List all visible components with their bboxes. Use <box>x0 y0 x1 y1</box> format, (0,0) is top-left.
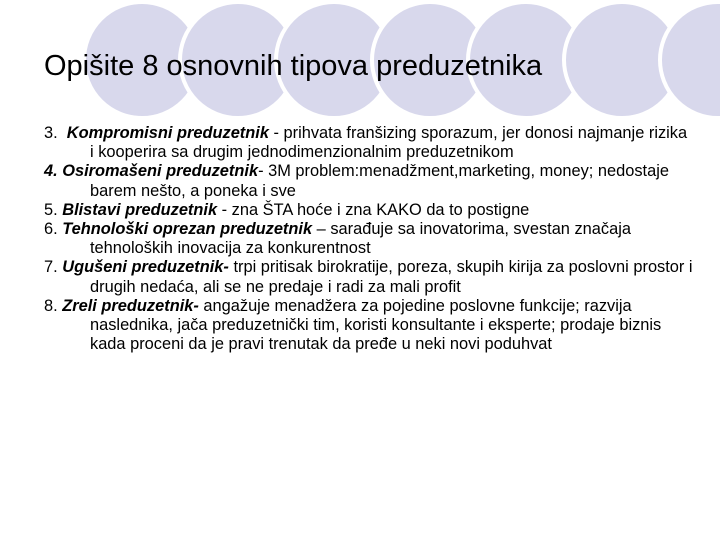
list-item <box>44 220 694 258</box>
item-number: 6. <box>44 220 58 239</box>
item-term: Blistavi preduzetnik <box>62 200 218 219</box>
item-text: zna ŠTA hoće i zna KAKO da to postigne <box>231 200 530 219</box>
item-text: angažuje menadžera za pojedine poslovne funkcije; razvija naslednika, jača preduzetnički tim, koristi konsultante i eksperte; prodaje biznis kada proceni da je pravi trenutak da pređe u neki novi poduhvat <box>90 296 662 354</box>
item-term: Zreli preduzetnik- <box>62 296 199 315</box>
item-separator: - <box>268 124 284 142</box>
item-separator: – <box>312 220 331 239</box>
item-number: 8. <box>44 296 58 315</box>
item-number: 5. <box>44 200 58 219</box>
slide-body <box>44 124 694 354</box>
item-number: 3. <box>44 124 58 142</box>
list-item <box>44 162 694 200</box>
list-item <box>44 258 694 296</box>
item-text: 3M problem:menadžment,marketing, money; nedostaje barem nešto, a poneka i sve <box>90 162 669 200</box>
item-number: 7. <box>44 258 58 277</box>
item-text: sarađuje sa inovatorima, svestan značaja tehnoloških inovacija za konkurentnost <box>90 220 631 258</box>
item-separator: - <box>258 162 269 181</box>
list-item <box>44 297 694 355</box>
item-term: Ugušeni preduzetnik- <box>62 258 229 277</box>
item-text: trpi pritisak birokratije, poreza, skupih kirija za poslovni prostor i drugih nedaća, ali se ne predaje i radi za mali profit <box>90 258 693 296</box>
item-separator: - <box>217 200 232 219</box>
decorative-circle <box>660 2 720 118</box>
item-number: 4. <box>44 162 58 181</box>
item-term: Tehnološki oprezan preduzetnik <box>62 220 313 239</box>
item-term: Osiromašeni preduzetnik <box>62 162 259 181</box>
list-item <box>44 201 694 220</box>
slide-title: Opišite 8 osnovnih tipova preduzetnika <box>44 50 543 82</box>
item-term: Kompromisni preduzetnik <box>66 124 269 142</box>
item-text: prihvata franšizing sporazum, jer donosi najmanje rizika i kooperira sa drugim jednodimenzionalnim preduzetnikom <box>90 124 688 162</box>
list-item <box>44 124 694 162</box>
